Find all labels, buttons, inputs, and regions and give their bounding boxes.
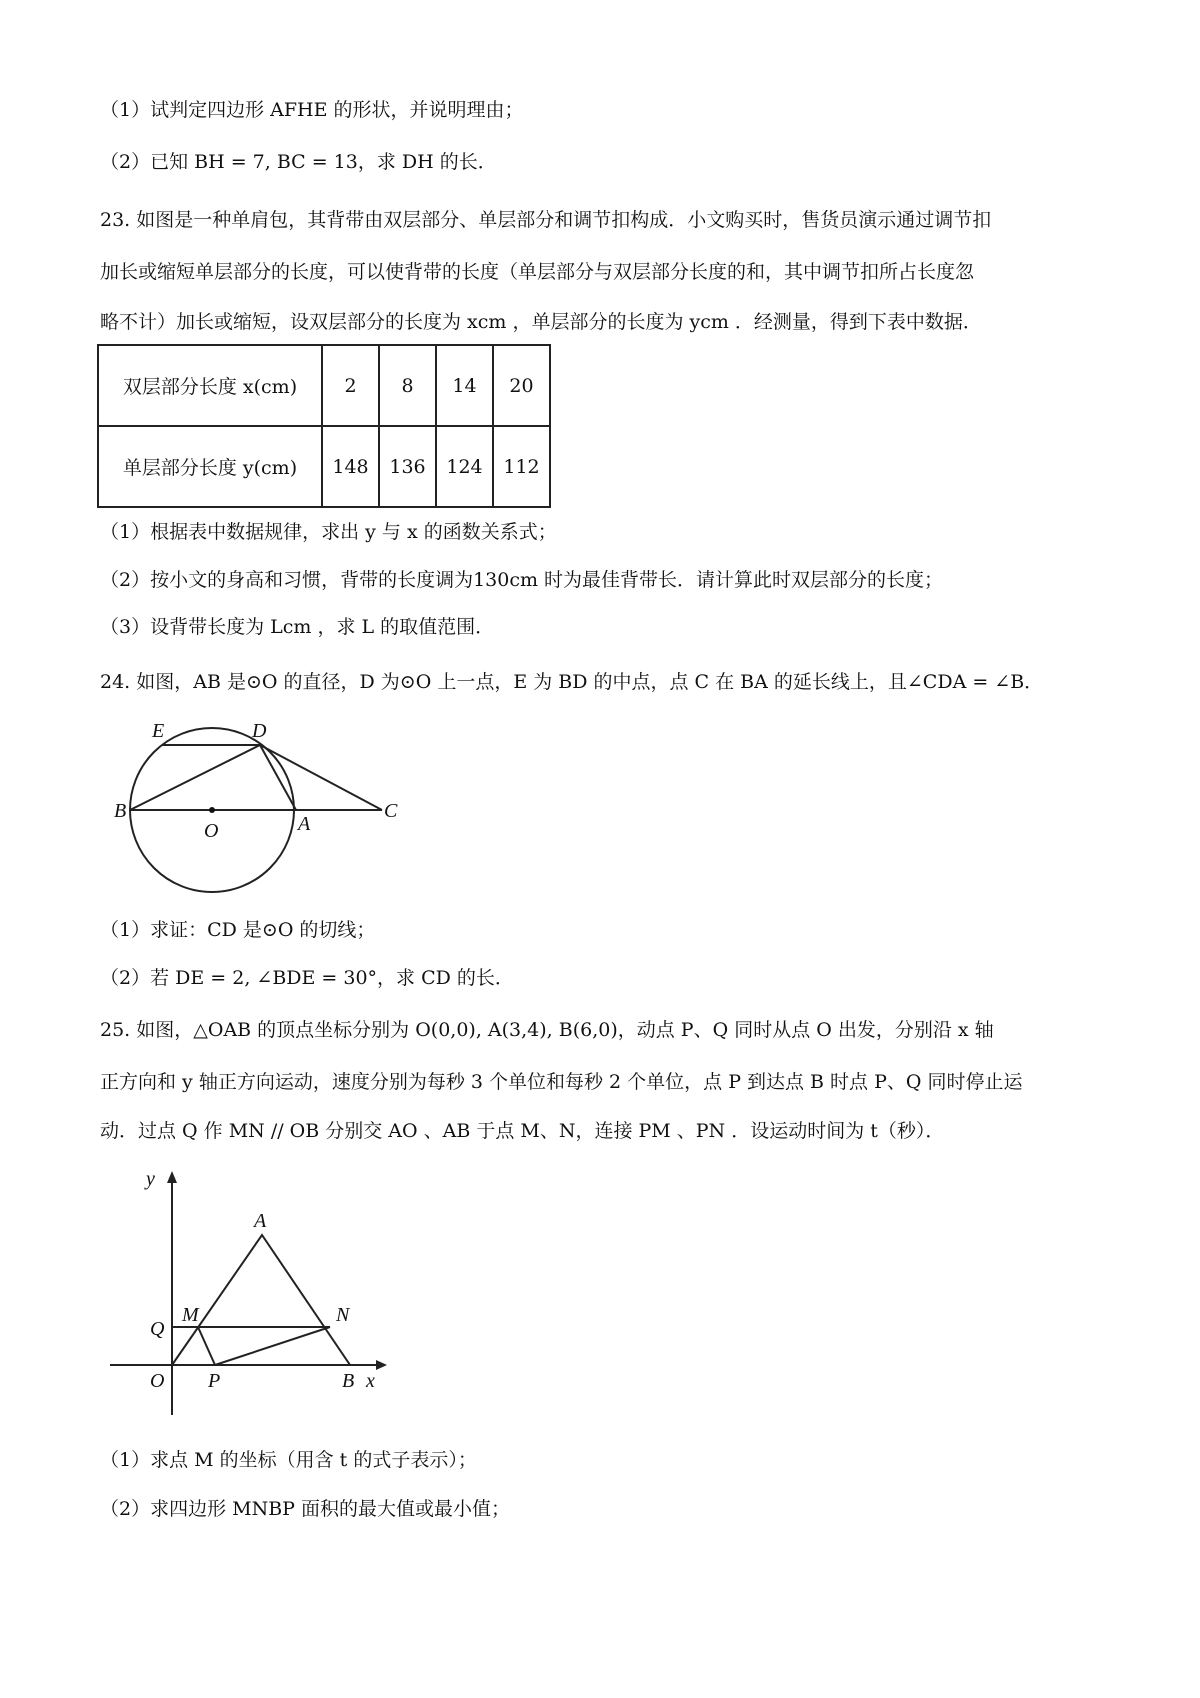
label-e: E — [152, 720, 165, 742]
q25-part2: （2）求四边形 MNBP 面积的最大值或最小值； — [100, 1498, 510, 1520]
label-a: A — [254, 1210, 267, 1232]
table-row — [98, 345, 550, 426]
triangle-oab — [172, 1235, 350, 1365]
q23-part2: （2）按小文的身高和习惯，背带的长度调为130cm 时为最佳背带长．请计算此时双层部分的长度； — [100, 569, 944, 591]
table-cell: 20 — [493, 345, 550, 426]
q23-text-3: 略不计）加长或缩短，设双层部分的长度为 xcm ，单层部分的长度为 ycm ．经测量，得到下表中数据． — [100, 311, 982, 333]
table-cell: 2 — [322, 345, 379, 426]
q23-text-2: 加长或缩短单层部分的长度，可以使背带的长度（单层部分与双层部分长度的和，其中调节扣所占长度忽 — [100, 261, 975, 283]
q24-circle-figure — [100, 715, 430, 925]
q25-coordinate-figure — [100, 1165, 400, 1430]
q23-text-1: 23. 如图是一种单肩包，其背带由双层部分、单层部分和调节扣构成．小文购买时，售货员演示通过调节扣 — [100, 209, 992, 231]
label-o: O — [204, 820, 219, 842]
y-axis-arrow — [167, 1171, 177, 1183]
q24-text: 24. 如图，AB 是⊙O 的直径，D 为⊙O 上一点，E 为 BD 的中点，点 C 在 BA 的延长线上，且∠CDA = ∠B． — [100, 671, 1044, 693]
q25-part1: （1）求点 M 的坐标（用含 t 的式子表示）； — [100, 1449, 477, 1471]
table-cell: 14 — [436, 345, 493, 426]
label-p: P — [208, 1370, 221, 1392]
q25-text-3: 动．过点 Q 作 MN // OB 分别交 AO 、AB 于点 M、N，连接 PM 、PN ．设运动时间为 t（秒）． — [100, 1120, 945, 1142]
q22-part2: （2）已知 BH = 7, BC = 13，求 DH 的长． — [100, 151, 497, 173]
segment-bd — [130, 745, 260, 810]
label-x: x — [366, 1370, 375, 1392]
table-header-x: 双层部分长度 x(cm) — [98, 345, 322, 426]
q22-part1: （1）试判定四边形 AFHE 的形状，并说明理由； — [100, 99, 524, 121]
segment-pm — [198, 1327, 215, 1365]
table-cell: 112 — [493, 426, 550, 507]
label-m: M — [182, 1304, 199, 1326]
q24-part1: （1）求证：CD 是⊙O 的切线； — [100, 919, 376, 941]
q25-text-2: 正方向和 y 轴正方向运动，速度分别为每秒 3 个单位和每秒 2 个单位，点 P 到达点 B 时点 P、Q 同时停止运 — [100, 1071, 1023, 1093]
label-y: y — [146, 1168, 155, 1190]
q25-text-1: 25. 如图，△OAB 的顶点坐标分别为 O(0,0), A(3,4), B(6,0)，动点 P、Q 同时从点 O 出发，分别沿 x 轴 — [100, 1019, 994, 1041]
q23-part3: （3）设背带长度为 Lcm ，求 L 的取值范围． — [100, 616, 495, 638]
label-c: C — [384, 800, 398, 822]
segment-pn — [215, 1327, 330, 1365]
label-n: N — [336, 1304, 350, 1326]
x-axis-arrow — [376, 1360, 387, 1370]
q23-data-table — [97, 344, 551, 508]
q23-part1: （1）根据表中数据规律，求出 y 与 x 的函数关系式； — [100, 521, 557, 543]
label-q: Q — [150, 1318, 165, 1340]
label-a: A — [298, 813, 311, 835]
q24-part2: （2）若 DE = 2, ∠BDE = 30°，求 CD 的长． — [100, 967, 514, 989]
table-row — [98, 426, 550, 507]
label-o: O — [150, 1370, 165, 1392]
label-b: B — [114, 800, 127, 822]
label-b: B — [342, 1370, 355, 1392]
center-dot — [209, 807, 215, 813]
table-cell: 136 — [379, 426, 436, 507]
table-cell: 8 — [379, 345, 436, 426]
table-cell: 148 — [322, 426, 379, 507]
table-cell: 124 — [436, 426, 493, 507]
table-header-y: 单层部分长度 y(cm) — [98, 426, 322, 507]
label-d: D — [252, 720, 267, 742]
